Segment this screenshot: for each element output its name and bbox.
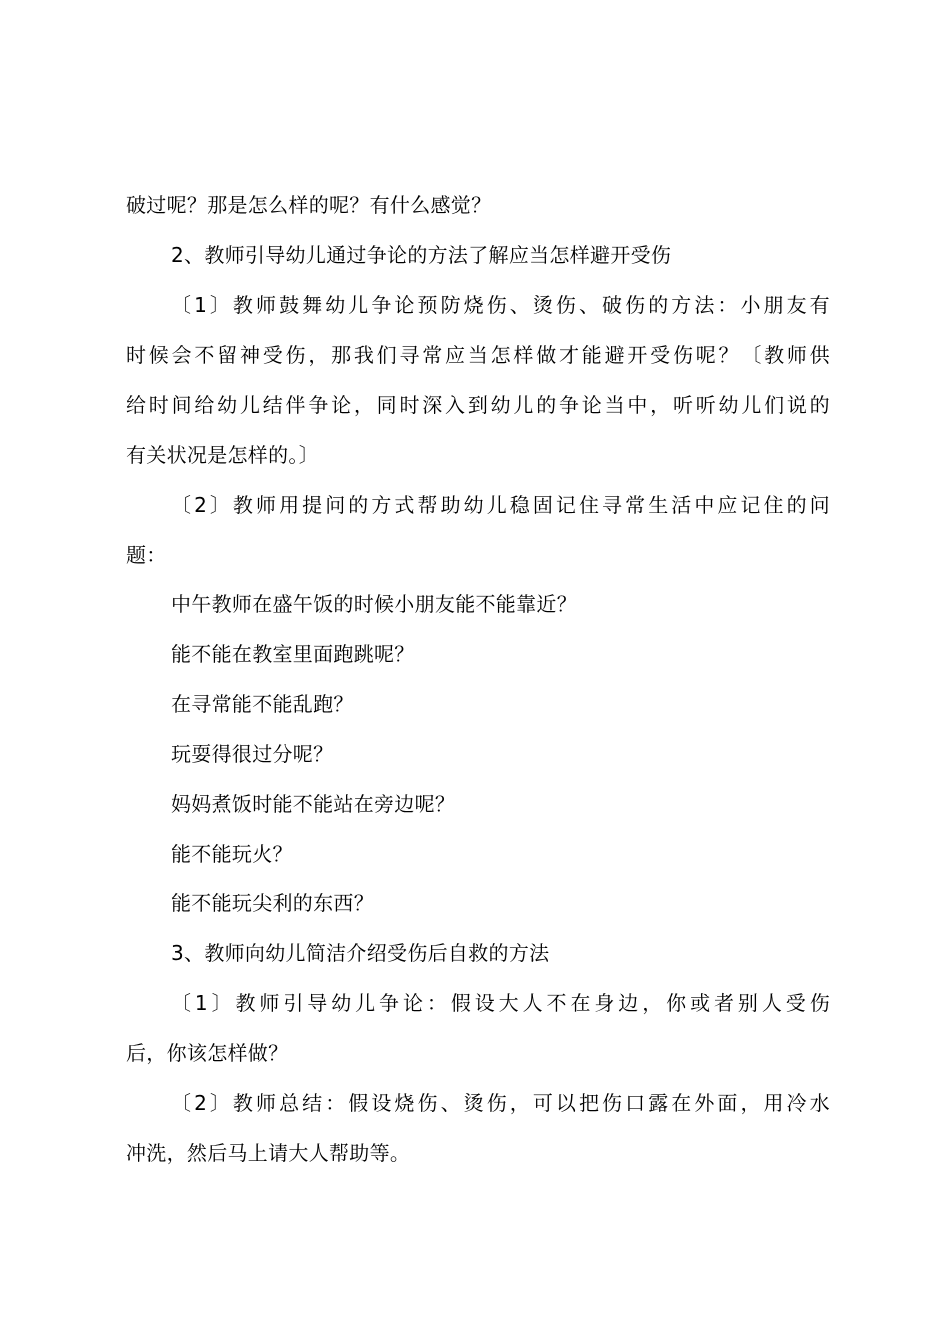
paragraph-line: 题： [126,543,167,567]
paragraph-line: 时候会不留神受伤，那我们寻常应当怎样做才能避开受伤呢？〔教师供 [126,343,830,367]
paragraph-line: 有关状况是怎样的。〕 [126,443,319,467]
section-heading-3: 3、教师向幼儿简洁介绍受伤后自救的方法 [171,941,550,965]
section-heading-2: 2、教师引导幼儿通过争论的方法了解应当怎样避开受伤 [171,243,672,267]
paragraph-line: 〔2〕教师总结：假设烧伤、烫伤，可以把伤口露在外面，用冷水 [171,1091,830,1115]
paragraph-line: 冲洗，然后马上请大人帮助等。 [126,1141,411,1165]
question-item: 能不能在教室里面跑跳呢？ [171,642,415,666]
paragraph-line: 〔2〕教师用提问的方式帮助幼儿稳固记住寻常生活中应记住的问 [171,493,830,517]
paragraph-line: 给时间给幼儿结伴争论，同时深入到幼儿的争论当中，听听幼儿们说的 [126,393,830,417]
paragraph-line: 〔1〕教师引导幼儿争论：假设大人不在身边，你或者别人受伤 [171,991,830,1015]
question-item: 能不能玩尖利的东西？ [171,891,374,915]
question-item: 妈妈煮饭时能不能站在旁边呢？ [171,792,456,816]
paragraph-line: 破过呢？那是怎么样的呢？有什么感觉？ [126,193,492,217]
question-item: 中午教师在盛午饭的时候小朋友能不能靠近？ [171,592,577,616]
question-item: 玩耍得很过分呢？ [171,742,334,766]
paragraph-line: 〔1〕教师鼓舞幼儿争论预防烧伤、烫伤、破伤的方法：小朋友有 [171,293,830,317]
paragraph-line: 后，你该怎样做？ [126,1041,289,1065]
question-item: 能不能玩火？ [171,842,293,866]
question-item: 在寻常能不能乱跑？ [171,692,354,716]
